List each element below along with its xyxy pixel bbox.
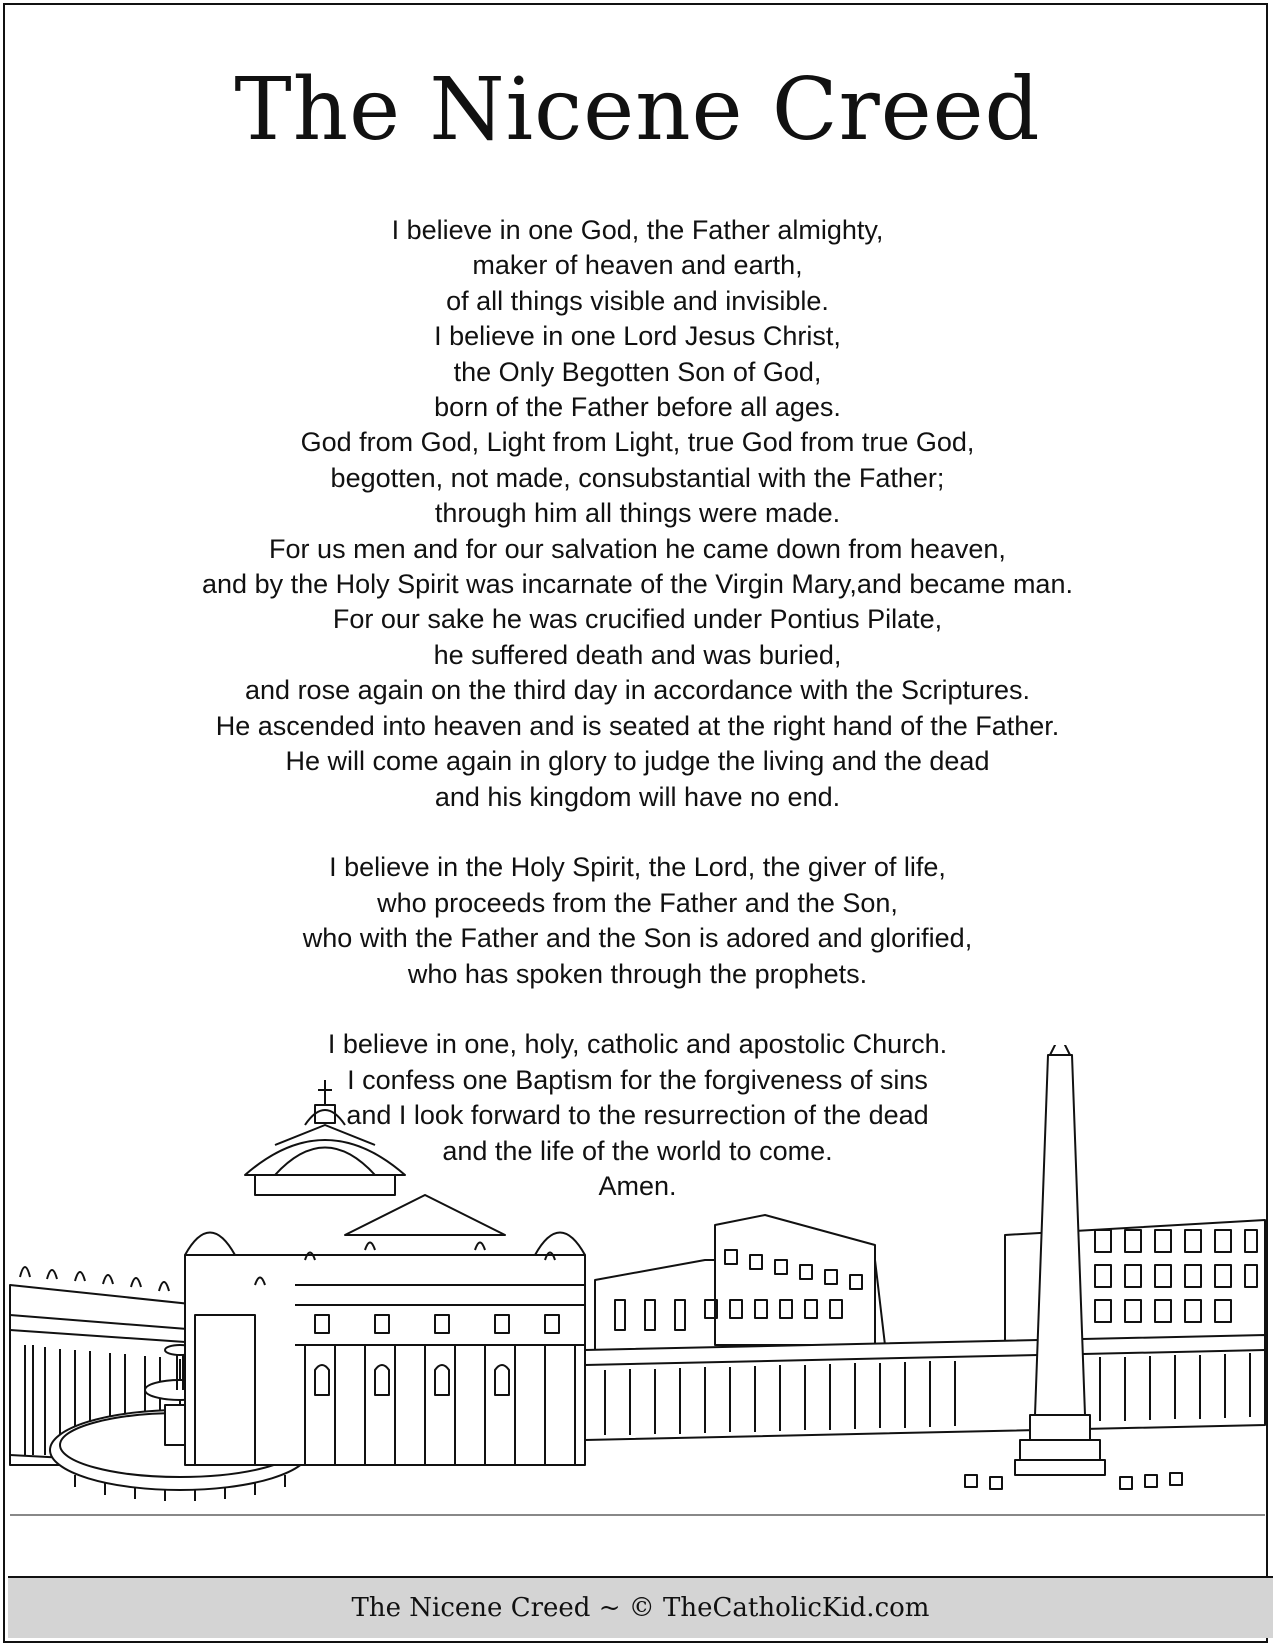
creed-line: Amen. <box>598 1170 677 1201</box>
creed-line: For us men and for our salvation he came down from heaven, <box>269 533 1006 564</box>
right-colonnade <box>585 1335 1265 1440</box>
creed-line: the Only Begotten Son of God, <box>453 356 822 387</box>
creed-line: He will come again in glory to judge the living and the dead <box>285 746 990 777</box>
creed-line: and rose again on the third day in accordance with the Scriptures. <box>245 675 1030 706</box>
creed-line: I confess one Baptism for the forgiveness of sins <box>347 1064 928 1095</box>
creed-line: and I look forward to the resurrection of the dead <box>346 1100 929 1131</box>
creed-line: and by the Holy Spirit was incarnate of the Virgin Mary,and became man. <box>202 569 1073 600</box>
creed-line: and his kingdom will have no end. <box>434 781 841 812</box>
creed-line: God from God, Light from Light, true God from true God, <box>300 427 975 458</box>
creed-line: who has spoken through the prophets. <box>407 958 868 989</box>
creed-line: begotten, not made, consubstantial with the Father; <box>330 462 945 493</box>
creed-line: and the life of the world to come. <box>442 1135 833 1166</box>
creed-line: For our sake he was crucified under Pontius Pilate, <box>332 604 943 635</box>
creed-line: I believe in one Lord Jesus Christ, <box>434 321 841 352</box>
page-title: The Nicene Creed <box>234 60 1041 160</box>
creed-line: I believe in one, holy, catholic and apostolic Church. <box>327 1029 948 1060</box>
creed-line: I believe in one God, the Father almighty, <box>391 215 884 245</box>
creed-line: He ascended into heaven and is seated at the right hand of the Father. <box>215 710 1060 741</box>
page-footer: The Nicene Creed ~ © TheCatholicKid.com <box>8 1576 1273 1638</box>
basilica <box>185 1080 585 1465</box>
creed-line: I believe in the Holy Spirit, the Lord, the giver of life, <box>329 852 946 883</box>
st-peters-square-illustration <box>5 1045 1270 1585</box>
creed-line: who proceeds from the Father and the Son, <box>377 887 898 918</box>
creed-line: who with the Father and the Son is adored and glorified, <box>302 923 973 954</box>
creed-stanza <box>5 213 1270 815</box>
creed-line: of all things visible and invisible. <box>446 285 829 316</box>
creed-line: maker of heaven and earth, <box>472 250 803 281</box>
creed-stanza <box>5 850 1270 992</box>
creed-line: born of the Father before all ages. <box>434 392 841 423</box>
creed-line: he suffered death and was buried, <box>433 639 842 670</box>
page-frame <box>3 3 1268 1643</box>
creed-line: through him all things were made. <box>434 498 841 529</box>
